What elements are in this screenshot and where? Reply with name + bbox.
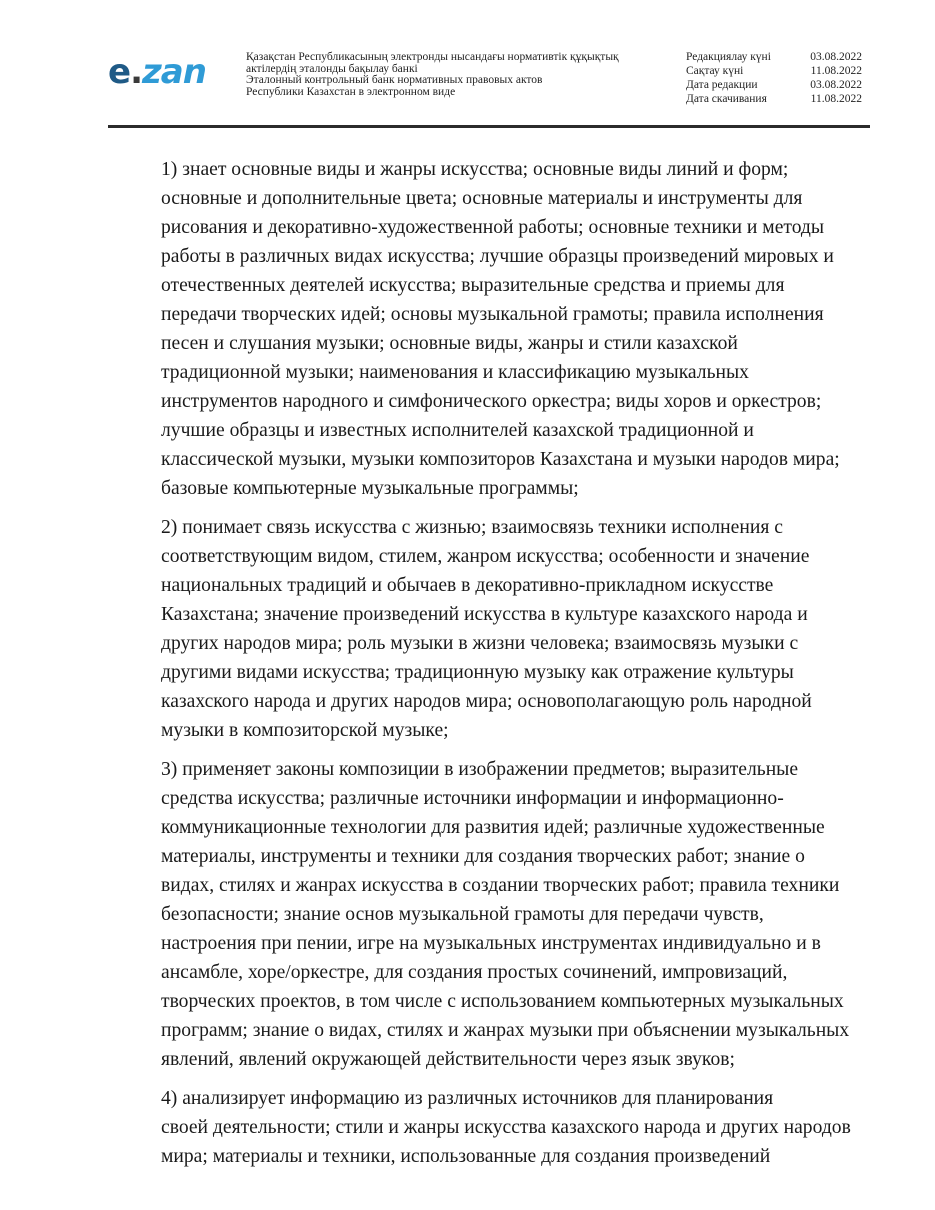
text-line: 4) анализирует информацию из различных источников для планирования	[161, 1088, 774, 1109]
text-line: мира; материалы и техники, использованные для создания произведений	[161, 1146, 771, 1167]
text-line: безопасности; знание основ музыкальной грамоты для передачи чувств,	[161, 904, 764, 925]
text-line: национальных традиций и обычаев в декоративно-прикладном искусстве	[161, 575, 774, 596]
text-line: лучшие образцы и известных исполнителей казахской традиционной и	[161, 420, 754, 441]
text-line: 3) применяет законы композиции в изображении предметов; выразительные	[161, 759, 799, 780]
text-line: 2) понимает связь искусства с жизнью; взаимосвязь техники исполнения с	[161, 517, 783, 538]
text-line: песен и слушания музыки; основные виды, жанры и стили казахской	[161, 333, 738, 354]
meta-value: 03.08.2022	[810, 79, 862, 91]
paragraph-2	[108, 513, 870, 745]
text-line: инструментов народного и симфонического оркестра; виды хоров и оркестров;	[161, 391, 822, 412]
document-body	[108, 155, 870, 1181]
document-header	[0, 0, 935, 130]
text-line: основные и дополнительные цвета; основные материалы и инструменты для	[161, 188, 803, 209]
text-line: 1) знает основные виды и жанры искусства; основные виды линий и форм;	[161, 159, 789, 180]
text-line: работы в различных видах искусства; лучшие образцы произведений мировых и	[161, 246, 834, 267]
logo-part-dot: .	[130, 52, 142, 92]
organization-name	[246, 52, 666, 98]
org-line: актілердің эталонды бақылау банкі	[246, 62, 418, 75]
text-line: музыки в композиторской музыке;	[161, 720, 449, 741]
meta-value: 11.08.2022	[810, 93, 862, 105]
ezan-logo	[108, 52, 206, 92]
meta-value: 03.08.2022	[810, 51, 862, 63]
text-line: коммуникационные технологии для развития идей; различные художественные	[161, 817, 825, 838]
org-line: Қазақстан Республикасының электронды нысандағы нормативтік құқықтық	[246, 51, 619, 63]
text-line: традиционной музыки; наименования и классификацию музыкальных	[161, 362, 749, 383]
paragraph-3	[108, 755, 870, 1074]
paragraph-4	[108, 1084, 870, 1171]
logo-part-e: e	[108, 52, 131, 92]
text-line: Казахстана; значение произведений искусства в культуре казахского народа и	[161, 604, 808, 625]
meta-row-edit-date-kz	[686, 50, 862, 64]
text-line: материалы, инструменты и техники для создания творческих работ; знание о	[161, 846, 805, 867]
meta-row-edit-date-ru	[686, 78, 862, 92]
text-line: других народов мира; роль музыки в жизни человека; взаимосвязь музыки с	[161, 633, 799, 654]
org-line: Эталонный контрольный банк нормативных правовых актов	[246, 74, 543, 86]
text-line: ансамбле, хоре/оркестре, для создания простых сочинений, импровизаций,	[161, 962, 788, 983]
text-line: видах, стилях и жанрах искусства в создании творческих работ; правила техники	[161, 875, 840, 896]
text-line: соответствующим видом, стилем, жанром искусства; особенности и значение	[161, 546, 810, 567]
meta-row-download-date-ru	[686, 92, 862, 106]
text-line: базовые компьютерные музыкальные программы;	[161, 478, 579, 499]
text-line: казахского народа и других народов мира; основополагающую роль народной	[161, 691, 812, 712]
text-line: отечественных деятелей искусства; выразительные средства и приемы для	[161, 275, 785, 296]
text-line: рисования и декоративно-художественной работы; основные техники и методы	[161, 217, 825, 238]
org-line: Республики Казахстан в электронном виде	[246, 85, 456, 98]
text-line: средства искусства; различные источники информации и информационно-	[161, 788, 784, 809]
logo-part-zan: zan	[141, 52, 206, 92]
meta-row-save-date-kz	[686, 64, 862, 78]
text-line: своей деятельности; стили и жанры искусства казахского народа и других народов	[161, 1117, 851, 1138]
text-line: классической музыки, музыки композиторов Казахстана и музыки народов мира;	[161, 449, 840, 470]
meta-label: Дата скачивания	[686, 93, 767, 105]
text-line: другими видами искусства; традиционную музыку как отражение культуры	[161, 662, 794, 683]
document-dates	[686, 50, 862, 106]
text-line: настроения при пении, игре на музыкальных инструментах индивидуально и в	[161, 933, 821, 954]
text-line: творческих проектов, в том числе с использованием компьютерных музыкальных	[161, 991, 844, 1012]
text-line: явлений, явлений окружающей действительности через язык звуков;	[161, 1049, 735, 1070]
paragraph-1	[108, 155, 870, 503]
header-divider	[108, 125, 870, 128]
meta-label: Сақтау күні	[686, 65, 744, 77]
meta-label: Редакциялау күні	[686, 51, 771, 63]
meta-value: 11.08.2022	[810, 65, 862, 77]
text-line: передачи творческих идей; основы музыкальной грамоты; правила исполнения	[161, 304, 824, 325]
meta-label: Дата редакции	[686, 79, 758, 91]
text-line: программ; знание о видах, стилях и жанрах музыки при объяснении музыкальных	[161, 1020, 850, 1041]
